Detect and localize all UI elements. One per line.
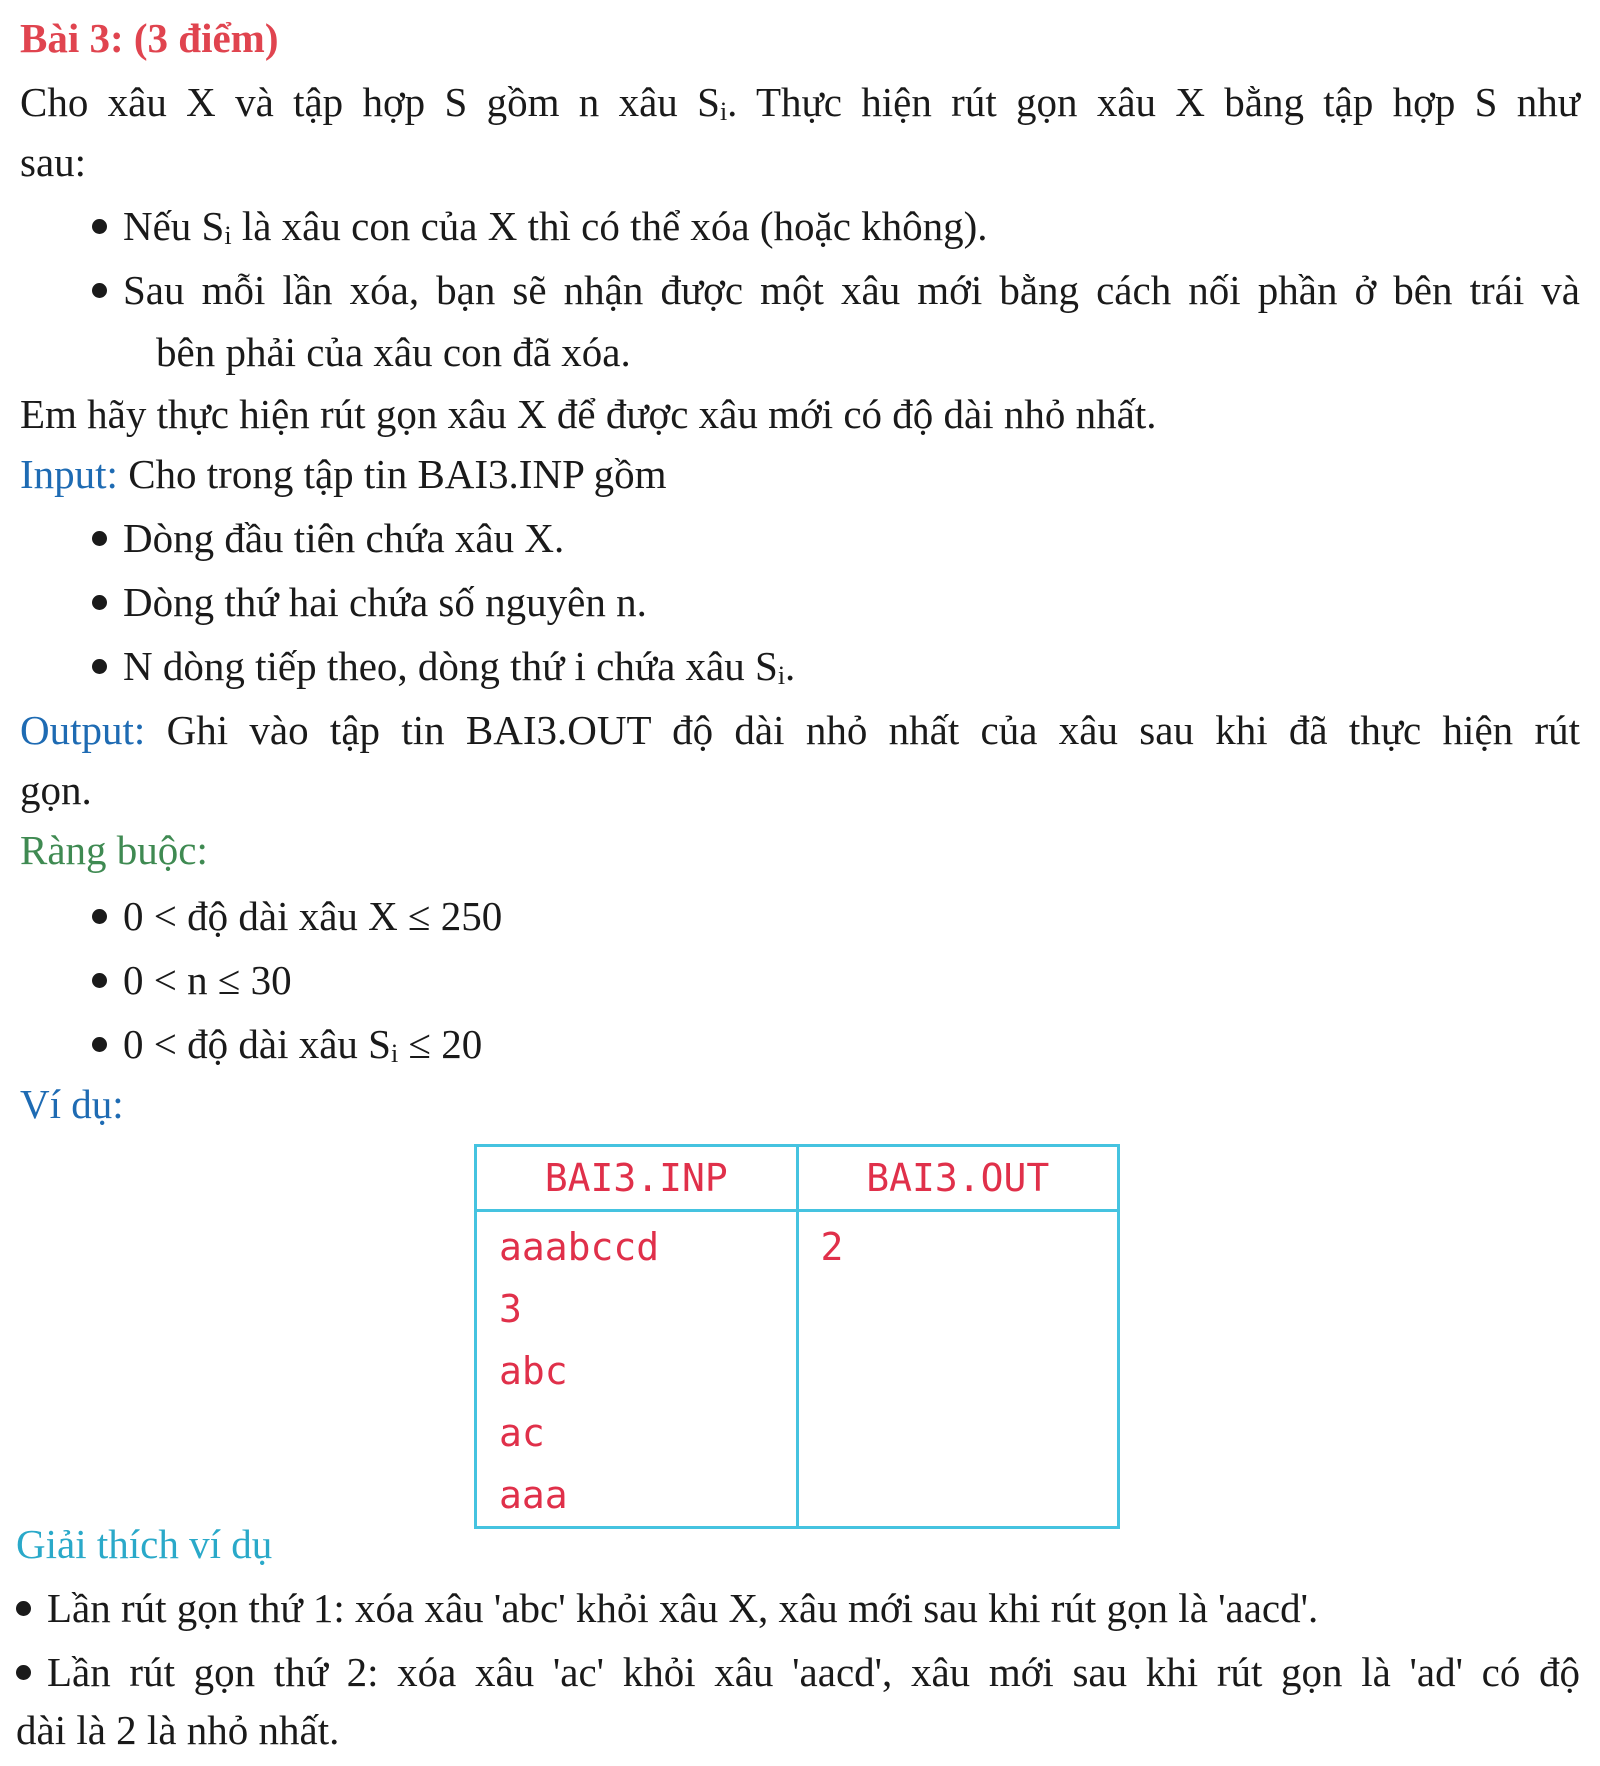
intro-text-cont: . Thực hiện rút gọn xâu X bằng tập hợp S như [727,79,1580,125]
intro-line-1 [20,78,1580,126]
input-item-2 [92,578,647,626]
input-line: 3 [499,1287,522,1331]
output-section [20,706,1580,754]
constraints-label: Ràng buộc: [20,827,208,873]
table-row [476,1211,1119,1528]
table-header-output: BAI3.OUT [797,1146,1119,1211]
example-table [474,1144,1120,1529]
bullet-dot [92,659,107,674]
bullet-dot [92,219,107,234]
input-label: Input: [20,451,118,497]
task-statement: Em hãy thực hiện rút gọn xâu X để được xâu mới có độ dài nhỏ nhất. [20,391,1157,437]
rule-text: Sau mỗi lần xóa, bạn sẽ nhận được một xâu mới bằng cách nối phần ở bên trái và [123,267,1580,313]
bullet-dot [92,1037,107,1052]
output-line: 2 [820,1225,844,1269]
intro-text: Cho xâu X và tập hợp S gồm n xâu S [20,79,720,125]
input-cell [476,1211,798,1528]
input-line: ac [499,1411,545,1455]
constraint-text: 0 < độ dài xâu S [123,1021,391,1067]
constraint-text: 0 < n ≤ 30 [123,957,292,1003]
explanation-1 [16,1584,1318,1632]
bullet-dot [92,909,107,924]
rule-text-cont: là xâu con của X thì có thể xóa (hoặc không). [231,203,988,249]
constraint-2 [92,956,292,1004]
bullet-dot [92,283,107,298]
bullet-dot [92,595,107,610]
rule-bullet-2-cont: bên phải của xâu con đã xóa. [156,329,631,375]
bullet-dot [16,1665,31,1680]
bullet-dot [92,973,107,988]
explanation-2-cont: dài là 2 là nhỏ nhất. [16,1707,340,1753]
input-line: aaa [499,1473,568,1517]
output-text: Ghi vào tập tin BAI3.OUT độ dài nhỏ nhất của xâu sau khi đã thực hiện rút [145,707,1580,753]
explanation-label: Giải thích ví dụ [16,1521,273,1567]
input-item-text: Dòng thứ hai chứa số nguyên n. [123,579,647,625]
output-cell [797,1211,1119,1528]
constraint-3 [92,1020,482,1068]
subscript: i [390,1039,399,1068]
example-label: Ví dụ: [20,1081,124,1127]
intro-line-2: sau: [20,139,87,185]
input-item-3 [92,642,795,690]
constraint-text-cont: ≤ 20 [398,1021,483,1067]
subscript: i [777,661,786,690]
input-section [20,450,667,498]
subscript: i [719,97,728,126]
table-header-input: BAI3.INP [476,1146,798,1211]
table-header-row [476,1146,1119,1211]
input-item-text-cont: . [785,643,796,689]
explanation-text: Lần rút gọn thứ 1: xóa xâu 'abc' khỏi xâu X, xâu mới sau khi rút gọn là 'aacd'. [47,1585,1319,1631]
input-item-text: Dòng đầu tiên chứa xâu X. [123,515,565,561]
output-label: Output: [20,707,146,753]
output-line-2: gọn. [20,767,92,813]
bullet-dot [16,1601,31,1616]
rule-bullet-2 [92,266,1580,314]
rule-bullet-1 [92,202,988,250]
input-item-1 [92,514,564,562]
explanation-text: Lần rút gọn thứ 2: xóa xâu 'ac' khỏi xâu 'aacd', xâu mới sau khi rút gọn là 'ad' có độ [47,1649,1580,1695]
problem-title: Bài 3: (3 điểm) [20,15,279,61]
input-item-text: N dòng tiếp theo, dòng thứ i chứa xâu S [123,643,778,689]
bullet-dot [92,531,107,546]
input-line: aaabccd [499,1225,660,1269]
explanation-2 [16,1648,1580,1696]
rule-text: Nếu S [123,203,225,249]
constraint-1 [92,892,502,940]
constraint-text: 0 < độ dài xâu X ≤ 250 [123,893,503,939]
subscript: i [224,221,232,250]
input-line: abc [499,1349,568,1393]
input-text: Cho trong tập tin BAI3.INP gồm [117,451,667,497]
